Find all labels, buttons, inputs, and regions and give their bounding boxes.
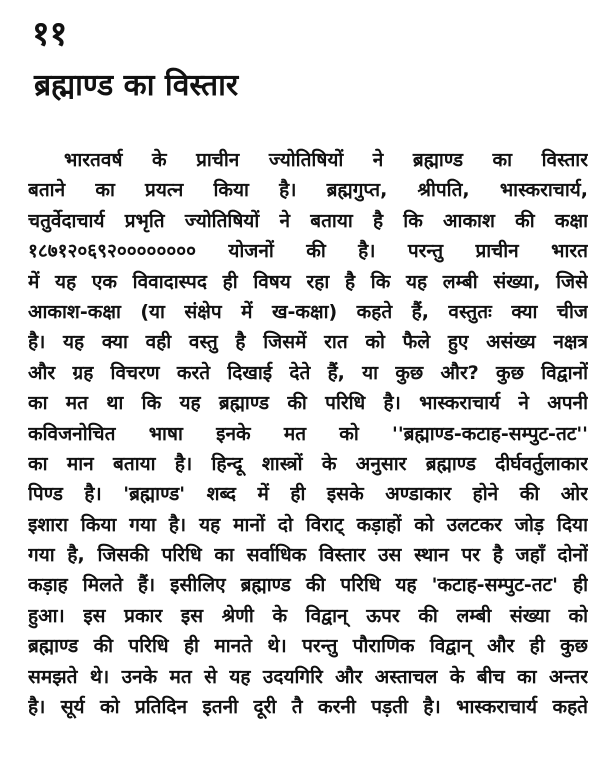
text-line: है। सूर्य को प्रतिदिन इतनी दूरी तै करनी पड़ती है। भास्कराचार्य कहते	[28, 696, 588, 719]
text-line: १८७१२०६९२०००००००० योजनों की है। परन्तु प्राचीन भारत	[28, 240, 588, 263]
text-line: में यह एक विवादास्पद ही विषय रहा है कि यह लम्बी संख्या, जिसे	[28, 270, 588, 293]
text-line: चतुर्वेदाचार्य प्रभृति ज्योतिषियों ने बताया है कि आकाश की कक्षा	[28, 209, 588, 232]
text-line: गया है, जिसकी परिधि का सर्वाधिक विस्तार उस स्थान पर है जहाँ दोनों	[28, 544, 588, 567]
text-line: का मत था कि यह ब्रह्माण्ड की परिधि है। भास्कराचार्य ने अपनी	[28, 392, 588, 415]
text-line: और ग्रह विचरण करते दिखाई देते हैं, या कुछ और? कुछ विद्वानों	[28, 361, 588, 384]
text-line: इशारा किया गया है। यह मानों दो विराट् कड़ाहों को उलटकर जोड़ दिया	[28, 513, 588, 536]
chapter-number: ११	[32, 14, 68, 54]
text-line: कविजनोचित भाषा इनके मत को ''ब्रह्माण्ड-कटाह-सम्पुट-तट''	[28, 422, 588, 445]
text-line: बताने का प्रयत्न किया है। ब्रह्मगुप्त, श्रीपति, भास्कराचार्य,	[28, 179, 588, 202]
chapter-title: ब्रह्माण्ड का विस्तार	[34, 68, 239, 103]
text-line: ब्रह्माण्ड की परिधि ही मानते थे। परन्तु पौराणिक विद्वान् और ही कुछ	[28, 635, 588, 658]
text-line: का मान बताया है। हिन्दू शास्त्रों के अनुसार ब्रह्माण्ड दीर्घवर्तुलाकार	[28, 452, 588, 475]
text-line: है। यह क्या वही वस्तु है जिसमें रात को फैले हुए असंख्य नक्षत्र	[28, 331, 588, 354]
text-line: समझते थे। उनके मत से यह उदयगिरि और अस्ताचल के बीच का अन्तर	[28, 665, 588, 688]
text-line: हुआ। इस प्रकार इस श्रेणी के विद्वान् ऊपर की लम्बी संख्या को	[28, 604, 588, 627]
text-line: भारतवर्ष के प्राचीन ज्योतिषियों ने ब्रह्माण्ड का विस्तार	[64, 149, 588, 171]
text-line: कड़ाह मिलते हैं। इसीलिए ब्रह्माण्ड की परिधि यह 'कटाह-सम्पुट-तट' ही	[28, 574, 588, 597]
text-line: पिण्ड है। 'ब्रह्माण्ड' शब्द में ही इसके अण्डाकार होने की ओर	[28, 483, 588, 506]
body-paragraph	[28, 145, 588, 722]
text-line: आकाश-कक्षा (या संक्षेप में ख-कक्षा) कहते हैं, वस्तुतः क्या चीज	[28, 300, 588, 323]
